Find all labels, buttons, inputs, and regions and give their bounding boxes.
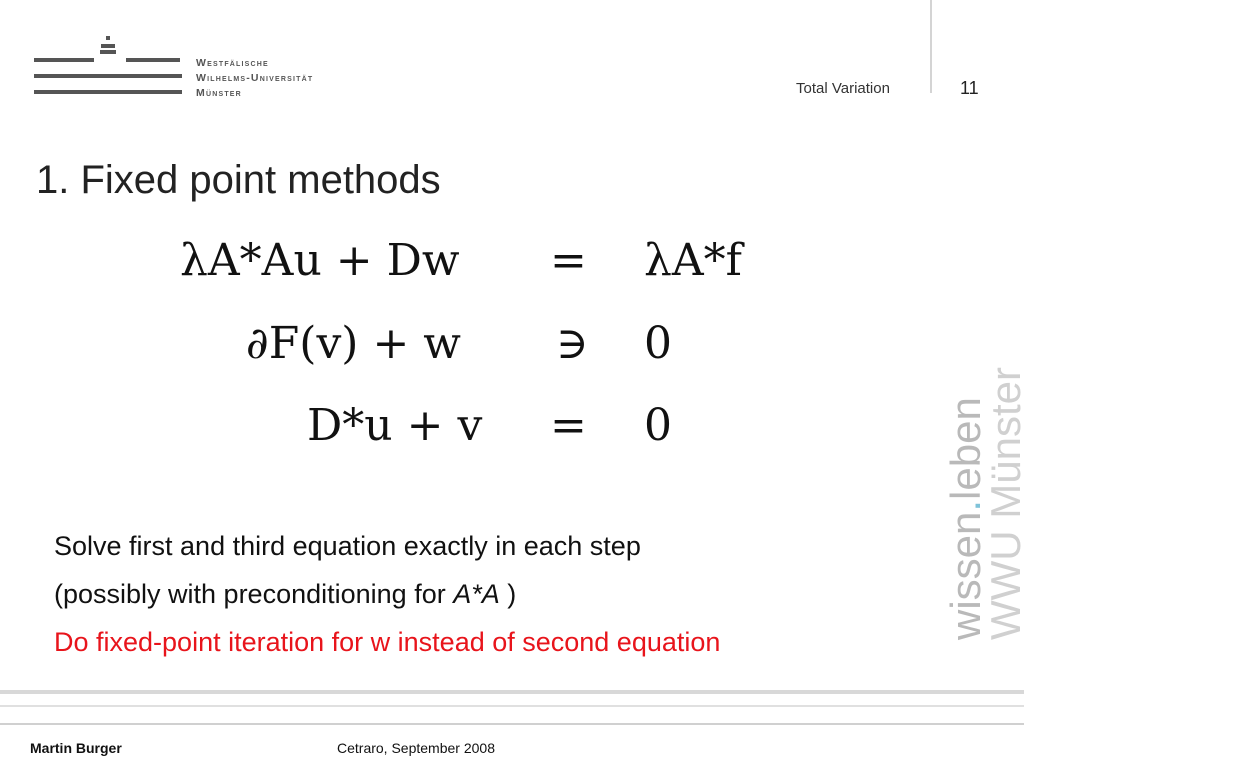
logo-bar [34,90,182,94]
body-line-2-suffix: ) [499,579,517,609]
institution-line-3: Münster [196,87,242,99]
logo-bar [100,50,116,54]
body-line-3-highlight: Do fixed-point iteration for w instead of second equation [54,627,721,657]
body-line-2-math: A*A [453,579,500,609]
equation-1-lhs: λA*Au + Dw [180,235,460,286]
equation-2-rhs: 0 [644,318,672,369]
equation-2-operator: ∋ [556,318,589,369]
equation-3-operator: = [550,400,587,451]
institution-line-2: Wilhelms-Universität [196,72,314,84]
body-line-2 [54,579,516,610]
brand-dot: . [942,499,989,512]
logo-bar [101,44,115,48]
footer-author: Martin Burger [30,740,122,756]
footer-rule-3 [0,723,1024,725]
logo-bar [34,58,94,62]
footer-event: Cetraro, September 2008 [337,740,495,756]
brand-slogan [942,397,989,640]
side-branding [942,367,1246,640]
institution-name [196,56,313,101]
logo-bar [126,58,180,62]
logo-bar [106,36,110,40]
body-line-1: Solve first and third equation exactly in each step [54,531,641,561]
slide-title: 1. Fixed point methods [36,158,441,202]
equation-1-rhs: λA*f [644,235,742,286]
equation-3-lhs: D*u + v [307,400,483,451]
institution-line-1: Westfälische [196,57,269,69]
brand-word-leben: leben [942,397,989,500]
header-divider [930,0,932,93]
equation-3-rhs: 0 [644,400,672,451]
body-line-2-prefix: (possibly with preconditioning for [54,579,454,609]
brand-university: WWU Münster [982,367,1029,640]
page-number: 11 [960,78,979,98]
footer-rule-1 [0,690,1024,694]
equation-2-lhs: ∂F(v) + w [246,318,461,369]
logo-bar [34,74,182,78]
brand-word-wissen: wissen [942,511,989,640]
footer-rule-2 [0,705,1024,707]
equation-1-operator: = [550,235,587,286]
section-label: Total Variation [796,80,890,97]
